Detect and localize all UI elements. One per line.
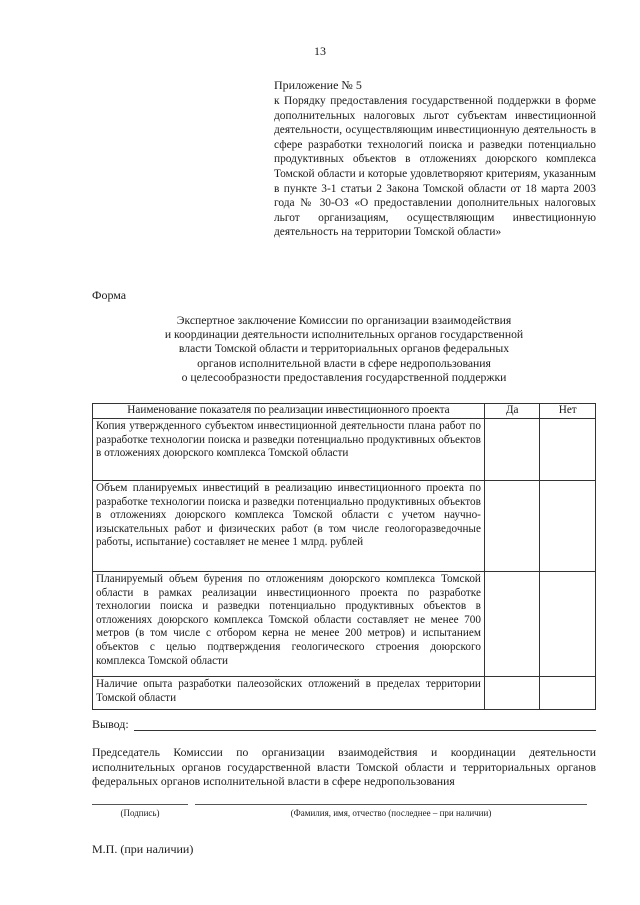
yes-cell[interactable] xyxy=(484,572,539,677)
indicator-cell: Объем планируемых инвестиций в реализацию инвестиционного проекта по разработке технологии поиска и разведки потенциально продуктивных объектов в отложениях доюрского комплекса Томской области с учетом научно-изыскательных работ и физических работ (в том числе геологоразведочные работы, испытание) составляет не менее 1 млрд. рублей xyxy=(93,481,485,572)
heading-line: власти Томской области и территориальных органов федеральных xyxy=(178,342,510,356)
no-cell[interactable] xyxy=(540,481,596,572)
signature-caption: (Подпись) xyxy=(120,808,160,818)
document-heading xyxy=(92,314,596,385)
column-header-no: Нет xyxy=(540,404,596,419)
heading-line: о целесообразности предоставления государственной поддержки xyxy=(181,370,507,384)
heading-line: Экспертное заключение Комиссии по организации взаимодействия xyxy=(176,314,512,327)
table-row xyxy=(93,481,596,572)
criteria-table xyxy=(92,403,596,710)
page-number: 13 xyxy=(314,44,326,58)
signature-line[interactable] xyxy=(92,804,188,805)
yes-cell[interactable] xyxy=(484,677,539,710)
no-cell[interactable] xyxy=(540,677,596,710)
heading-line: и координации деятельности исполнительных органов государственной xyxy=(164,328,524,342)
table-row xyxy=(93,572,596,677)
no-cell[interactable] xyxy=(540,572,596,677)
conclusion-input-line[interactable] xyxy=(134,730,596,731)
yes-cell[interactable] xyxy=(484,419,539,481)
form-label: Форма xyxy=(92,288,127,302)
column-header-yes: Да xyxy=(484,404,539,419)
indicator-cell: Планируемый объем бурения по отложениям доюрского комплекса Томской области в рамках реализации инвестиционного проекта по разработке технологии поиска и разведки потенциально продуктивных объектов в отложениях доюрского комплекса Томской области составляет не менее 700 метров (в том числе с отбором керна не менее 200 метров) и испытанием объектов с целью подтверждения геологического строения доюрского комплекса Томской области xyxy=(93,572,485,677)
full-name-line[interactable] xyxy=(195,804,587,805)
table-row xyxy=(93,677,596,710)
table-header-row xyxy=(93,404,596,419)
table-row xyxy=(93,419,596,481)
stamp-label: М.П. (при наличии) xyxy=(92,842,194,856)
indicator-cell: Наличие опыта разработки палеозойских отложений в пределах территории Томской области xyxy=(93,677,485,710)
indicator-cell: Копия утвержденного субъектом инвестиционной деятельности плана работ по разработке технологии поиска и разведки потенциально продуктивных объектов в отложениях доюрского комплекса Томской области xyxy=(93,419,485,481)
chairman-text: Председатель Комиссии по организации взаимодействия и координации деятельности исполнительных органов государственной власти Томской области и территориальных органов федеральных органов исполнительной власти в сфере недропользования xyxy=(92,746,596,789)
appendix-title: Приложение № 5 xyxy=(274,78,362,92)
yes-cell[interactable] xyxy=(484,481,539,572)
full-name-caption: (Фамилия, имя, отчество (последнее – при наличии) xyxy=(290,808,492,818)
conclusion-label: Вывод: xyxy=(92,717,129,731)
column-header-indicator: Наименование показателя по реализации инвестиционного проекта xyxy=(93,404,485,419)
appendix-text: к Порядку предоставления государственной поддержки в форме дополнительных налоговых льгот субъектам инвестиционной деятельности, осуществляющим инвестиционную деятельность в сфере разработки технологий поиска и разведки потенциально продуктивных объектов в отложениях доюрского комплекса Томской области и которые удовлетворяют критериям, указанным в пункте 3-1 статьи 2 Закона Томской области от 18 марта 2003 года № 30-ОЗ «О предоставлении дополнительных налоговых льгот организациям, осуществляющим инвестиционную деятельность на территории Томской области» xyxy=(274,95,596,239)
heading-line: органов исполнительной власти в сфере недропользования xyxy=(197,356,491,370)
no-cell[interactable] xyxy=(540,419,596,481)
